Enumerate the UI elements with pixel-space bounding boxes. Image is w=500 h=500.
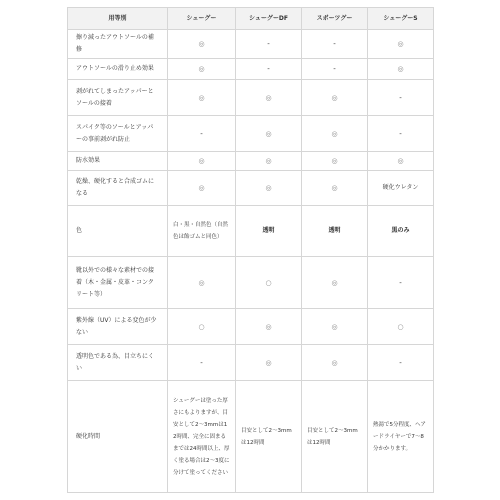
cell-shoegoo-s: - — [368, 345, 434, 381]
cell-sportsgoo: ◎ — [302, 345, 368, 381]
table-row — [68, 116, 434, 152]
table-row — [68, 309, 434, 345]
cell-shoegoo-df: ◎ — [236, 309, 302, 345]
header-shoegoo-s: シューグーS — [368, 8, 434, 30]
cell-sportsgoo: ◎ — [302, 257, 368, 309]
header-use: 用等別 — [68, 8, 168, 30]
table-row — [68, 171, 434, 206]
cell-shoegoo-s: - — [368, 80, 434, 116]
cell-shoegoo-df: - — [236, 30, 302, 59]
cell-shoegoo-df: - — [236, 59, 302, 80]
header-sportsgoo: スポーツグー — [302, 8, 368, 30]
cell-shoegoo-s: ○ — [368, 309, 434, 345]
header-shoegoo-df: シューグーDF — [236, 8, 302, 30]
cell-sportsgoo: - — [302, 59, 368, 80]
row-label: スパイク等のソールとアッパーの事前剥がれ防止 — [68, 116, 168, 152]
cell-shoegoo: ◎ — [168, 171, 236, 206]
cell-shoegoo-s: 黒のみ — [368, 206, 434, 257]
cell-shoegoo: ○ — [168, 309, 236, 345]
cell-shoegoo-df: ○ — [236, 257, 302, 309]
row-label: 透明色である為、目立ちにくい — [68, 345, 168, 381]
cell-shoegoo: 白・黒・自然色（自然色は飴ゴムと同色） — [168, 206, 236, 257]
row-label: 色 — [68, 206, 168, 257]
cell-shoegoo-df: 目安として2〜3mmは12時間 — [236, 381, 302, 493]
cell-sportsgoo: 目安として2〜3mmは12時間 — [302, 381, 368, 493]
cell-shoegoo: ◎ — [168, 59, 236, 80]
cell-shoegoo: ◎ — [168, 152, 236, 171]
row-label: アウトソールの滑り止め効果 — [68, 59, 168, 80]
cell-shoegoo-s: ◎ — [368, 152, 434, 171]
cell-shoegoo: - — [168, 345, 236, 381]
cell-shoegoo: ◎ — [168, 30, 236, 59]
table-row — [68, 59, 434, 80]
table-row — [68, 152, 434, 171]
table-row — [68, 257, 434, 309]
cell-shoegoo-s: - — [368, 116, 434, 152]
cell-shoegoo-s: ◎ — [368, 30, 434, 59]
cell-sportsgoo: ◎ — [302, 171, 368, 206]
cell-shoegoo-s: 硬化ウレタン — [368, 171, 434, 206]
row-label: 硬化時間 — [68, 381, 168, 493]
comparison-table-wrap — [67, 7, 433, 493]
cell-shoegoo: ◎ — [168, 257, 236, 309]
header-row — [68, 8, 434, 30]
table-row — [68, 345, 434, 381]
table-row — [68, 80, 434, 116]
cell-shoegoo-df: ◎ — [236, 152, 302, 171]
row-label: 乾燥、硬化すると合成ゴムになる — [68, 171, 168, 206]
cell-shoegoo-df: ◎ — [236, 116, 302, 152]
row-label: 擦り減ったアウトソールの補修 — [68, 30, 168, 59]
cell-shoegoo-s: ◎ — [368, 59, 434, 80]
row-label: 靴以外での様々な素材での接着（木・金属・皮革・コンクリート等） — [68, 257, 168, 309]
table-row — [68, 206, 434, 257]
row-label: 紫外線（UV）による変色が少ない — [68, 309, 168, 345]
row-label: 剥がれてしまったアッパーとソールの接着 — [68, 80, 168, 116]
table-row — [68, 30, 434, 59]
cell-shoegoo: シューグーは塗った厚さにもよりますが、目安として2〜3mmは12時間、完全に固まるまでは24時間以上、厚く塗る場合は2〜3度に分けて塗ってください — [168, 381, 236, 493]
table-row — [68, 381, 434, 493]
cell-shoegoo: - — [168, 116, 236, 152]
cell-shoegoo-df: ◎ — [236, 345, 302, 381]
row-label: 防水効果 — [68, 152, 168, 171]
cell-sportsgoo: ◎ — [302, 116, 368, 152]
cell-sportsgoo: ◎ — [302, 80, 368, 116]
cell-sportsgoo: ◎ — [302, 152, 368, 171]
cell-shoegoo-s: - — [368, 257, 434, 309]
cell-shoegoo-df: 透明 — [236, 206, 302, 257]
cell-shoegoo-df: ◎ — [236, 80, 302, 116]
cell-shoegoo: ◎ — [168, 80, 236, 116]
comparison-table — [67, 7, 434, 493]
cell-sportsgoo: ◎ — [302, 309, 368, 345]
cell-sportsgoo: 透明 — [302, 206, 368, 257]
cell-sportsgoo: - — [302, 30, 368, 59]
header-shoegoo: シューグー — [168, 8, 236, 30]
cell-shoegoo-df: ◎ — [236, 171, 302, 206]
cell-shoegoo-s: 熱湯で5分程度、ヘアードライヤーで7〜8分かかります。 — [368, 381, 434, 493]
